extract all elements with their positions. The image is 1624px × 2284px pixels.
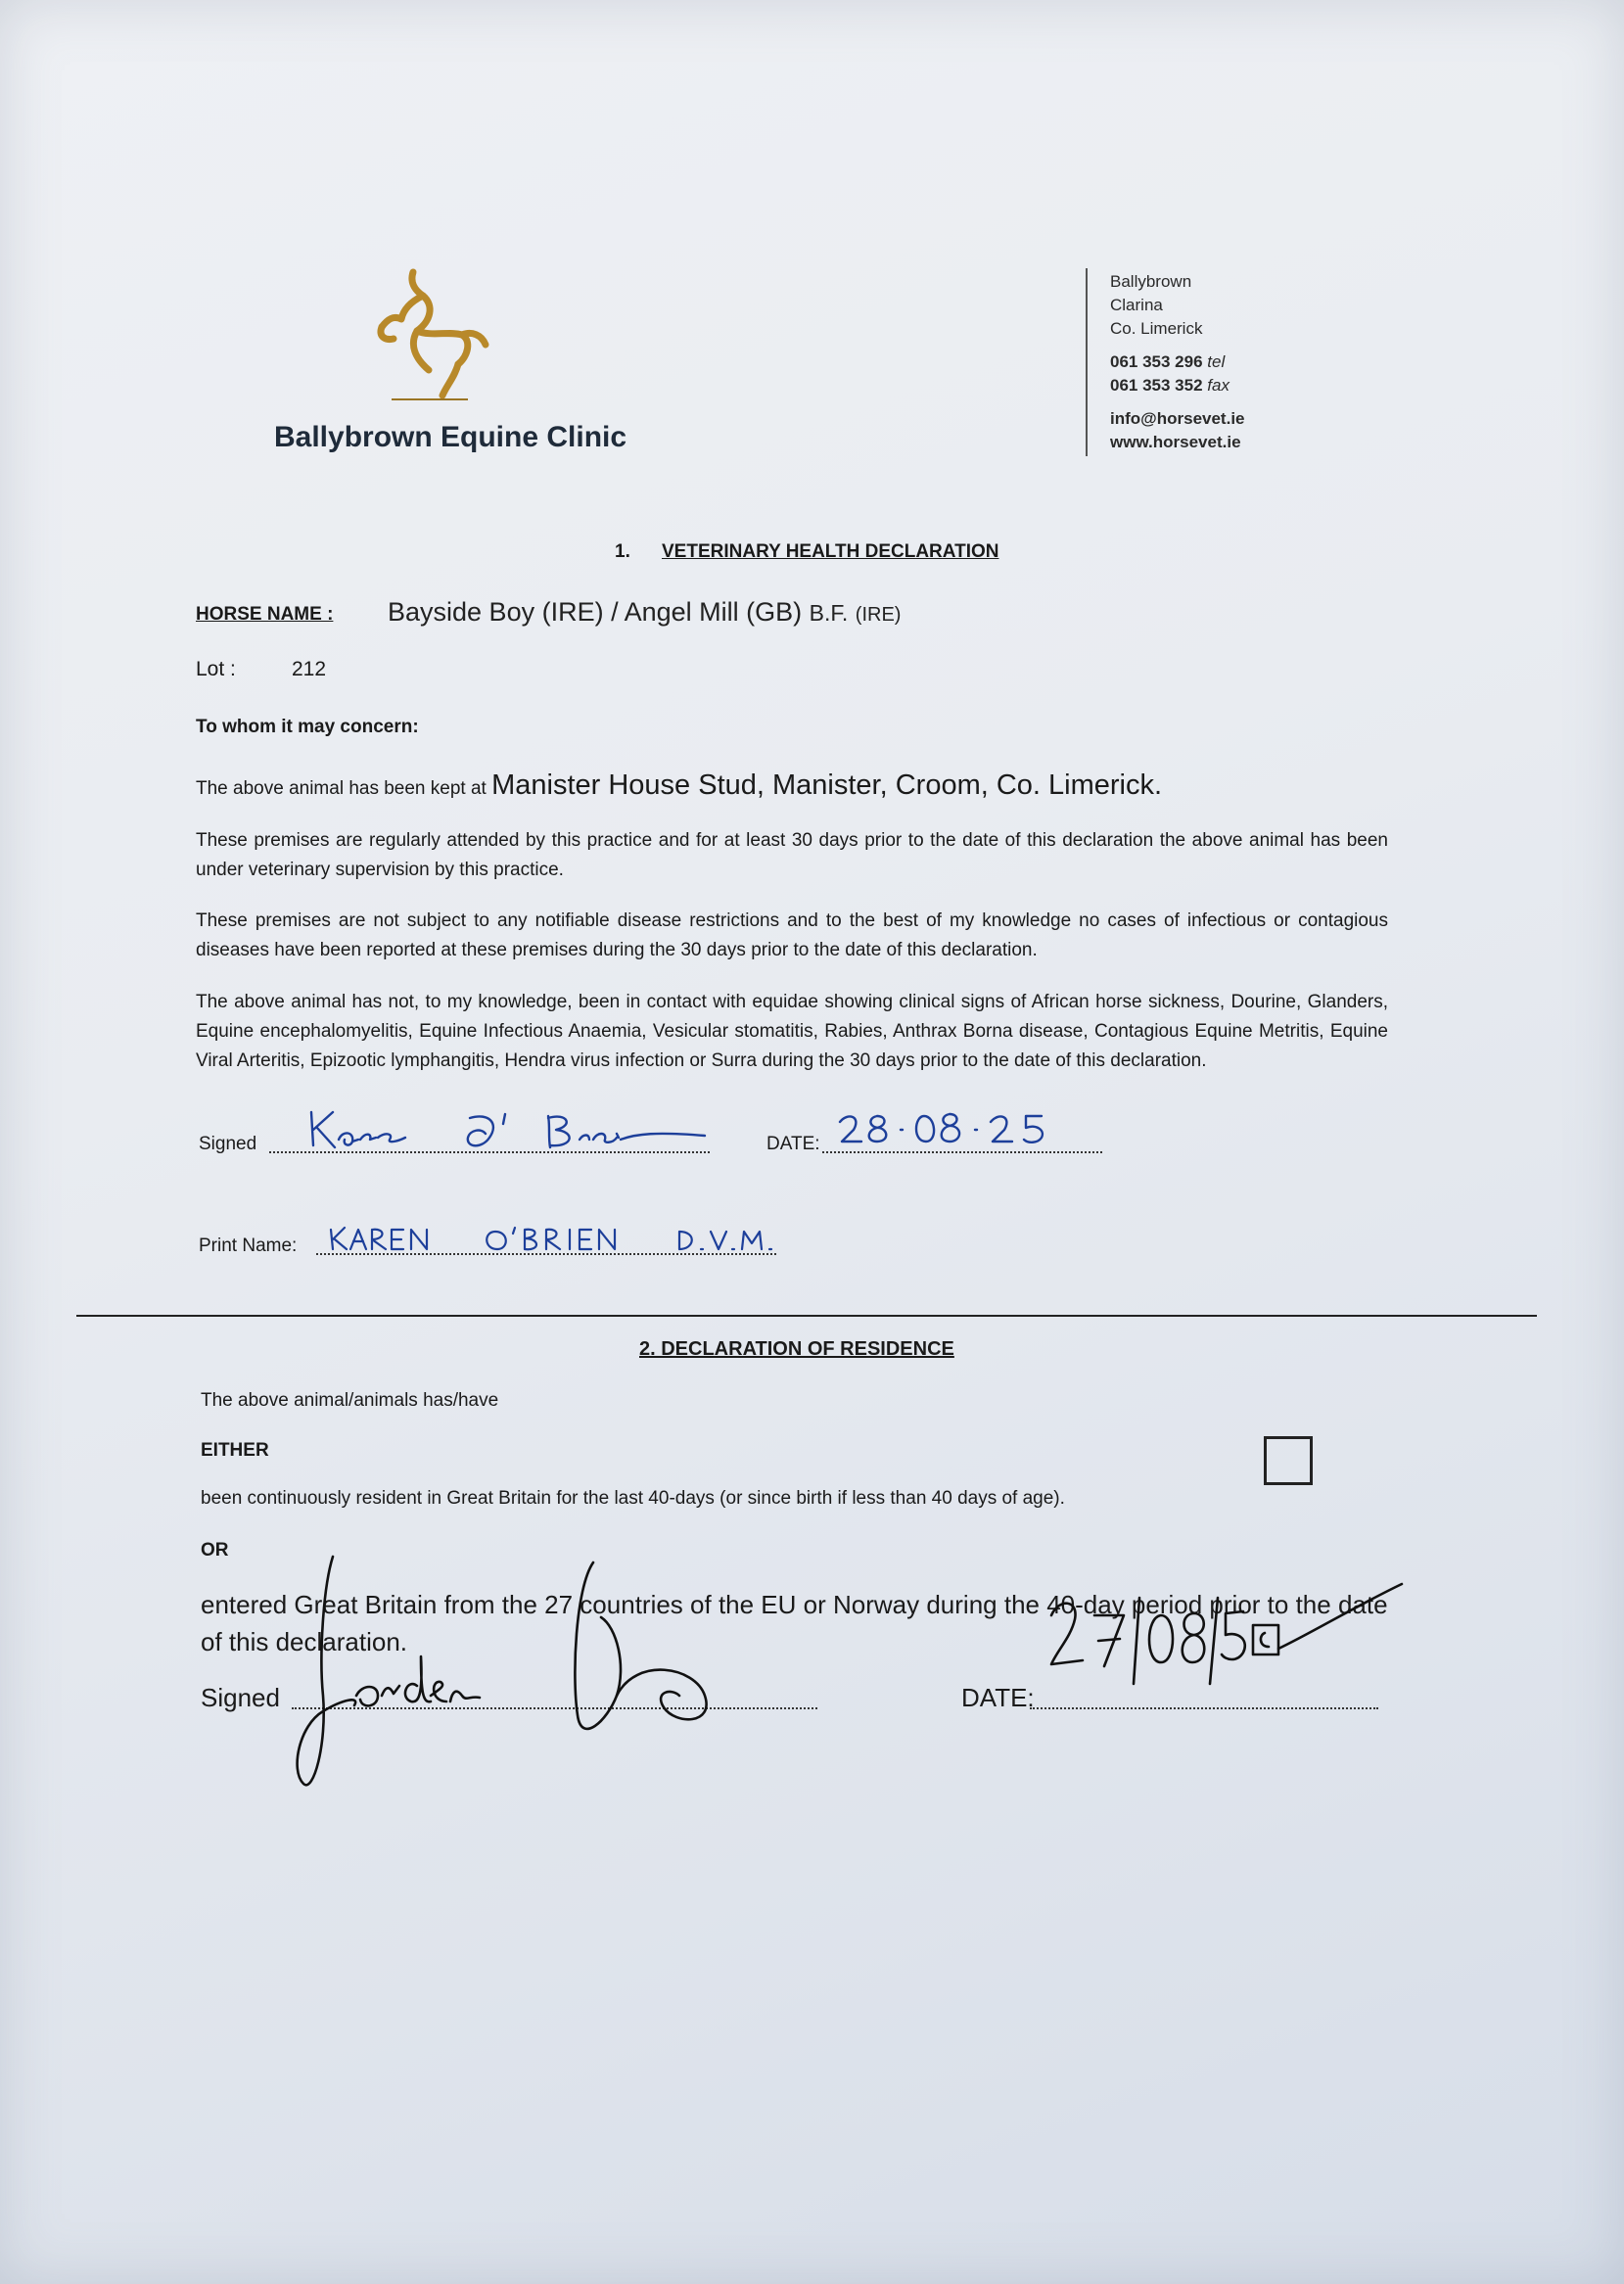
kept-at-line: The above animal has been kept at Manister House Stud, Manister, Croom, Co. Limerick. [196,769,1163,801]
resident-signed-label: Signed [201,1683,280,1712]
residence-intro: The above animal/animals has/have [201,1390,499,1411]
print-name-label: Print Name: [199,1235,298,1256]
address-line: Co. Limerick [1110,319,1203,338]
paragraph-supervision: These premises are regularly attended by this practice and for at least 30 days prior to the date of this declaration the above animal has been under veterinary supervision by this practice. [196,830,1388,880]
vet-date-line[interactable] [822,1138,1102,1153]
vet-date-label: DATE: [766,1134,820,1154]
resident-checkbox[interactable] [1264,1436,1313,1485]
vet-signature-handwritten [303,1104,715,1163]
section1-title: VETERINARY HEALTH DECLARATION [662,541,999,562]
website-link[interactable]: www.horsevet.ie [1110,433,1241,451]
or-label: OR [201,1540,229,1561]
address-line: Clarina [1110,296,1163,314]
paragraph-diseases: The above animal has not, to my knowledge, been in contact with equidae showing clinical signs of African horse sickness, Dourine, Glanders, Equine encephalomyelitis, Equine Infectious Anaemia, Vesicular stomatitis, Rabies, Anthrax Borna disease, Contagious Equine Metritis, Equine Viral Arteritis, Epizootic lymphangitis, Hendra virus infection or Surra during the 30 days prior to the date of this declaration. [196,992,1388,1071]
either-label: EITHER [201,1440,269,1461]
clinic-address-block [1110,270,1245,454]
lot-label: Lot : [196,658,236,680]
fax-line: 061 353 352 fax [1110,376,1230,395]
vet-signed-label: Signed [199,1134,257,1154]
entered-statement: entered Great Britain from the 27 countries of the EU or Norway during the 40-day period prior to the date of this declaration. [201,1590,1388,1656]
paragraph-restrictions: These premises are not subject to any notifiable disease restrictions and to the best of my knowledge no cases of infectious or contagious diseases have been reported at these premises during the 30 days prior to the date of this declaration. [196,910,1388,960]
section1-number: 1. [615,541,630,562]
section-divider [76,1315,1537,1317]
lot-value: 212 [292,658,327,680]
resident-date-label: DATE: [961,1683,1035,1712]
section2-title: 2. DECLARATION OF RESIDENCE [639,1338,954,1360]
horse-name-value: Bayside Boy (IRE) / Angel Mill (GB) B.F. (IRE) [388,597,902,627]
horse-name-label: HORSE NAME : [196,604,334,625]
address-line: Ballybrown [1110,272,1192,291]
resident-date-line[interactable] [1030,1688,1378,1709]
resident-statement: been continuously resident in Great Britain for the last 40-days (or since birth if less than 40 days of age). [201,1488,1065,1509]
print-name-line[interactable] [316,1239,776,1255]
resident-signature-line[interactable] [292,1688,817,1709]
horse-logo-icon [352,262,499,409]
address-divider [1086,268,1088,456]
vet-signature-line[interactable] [269,1138,710,1153]
email-link[interactable]: info@horsevet.ie [1110,409,1245,428]
clinic-name: Ballybrown Equine Clinic [274,421,627,453]
phone-line: 061 353 296 tel [1110,352,1226,371]
salutation: To whom it may concern: [196,717,419,737]
